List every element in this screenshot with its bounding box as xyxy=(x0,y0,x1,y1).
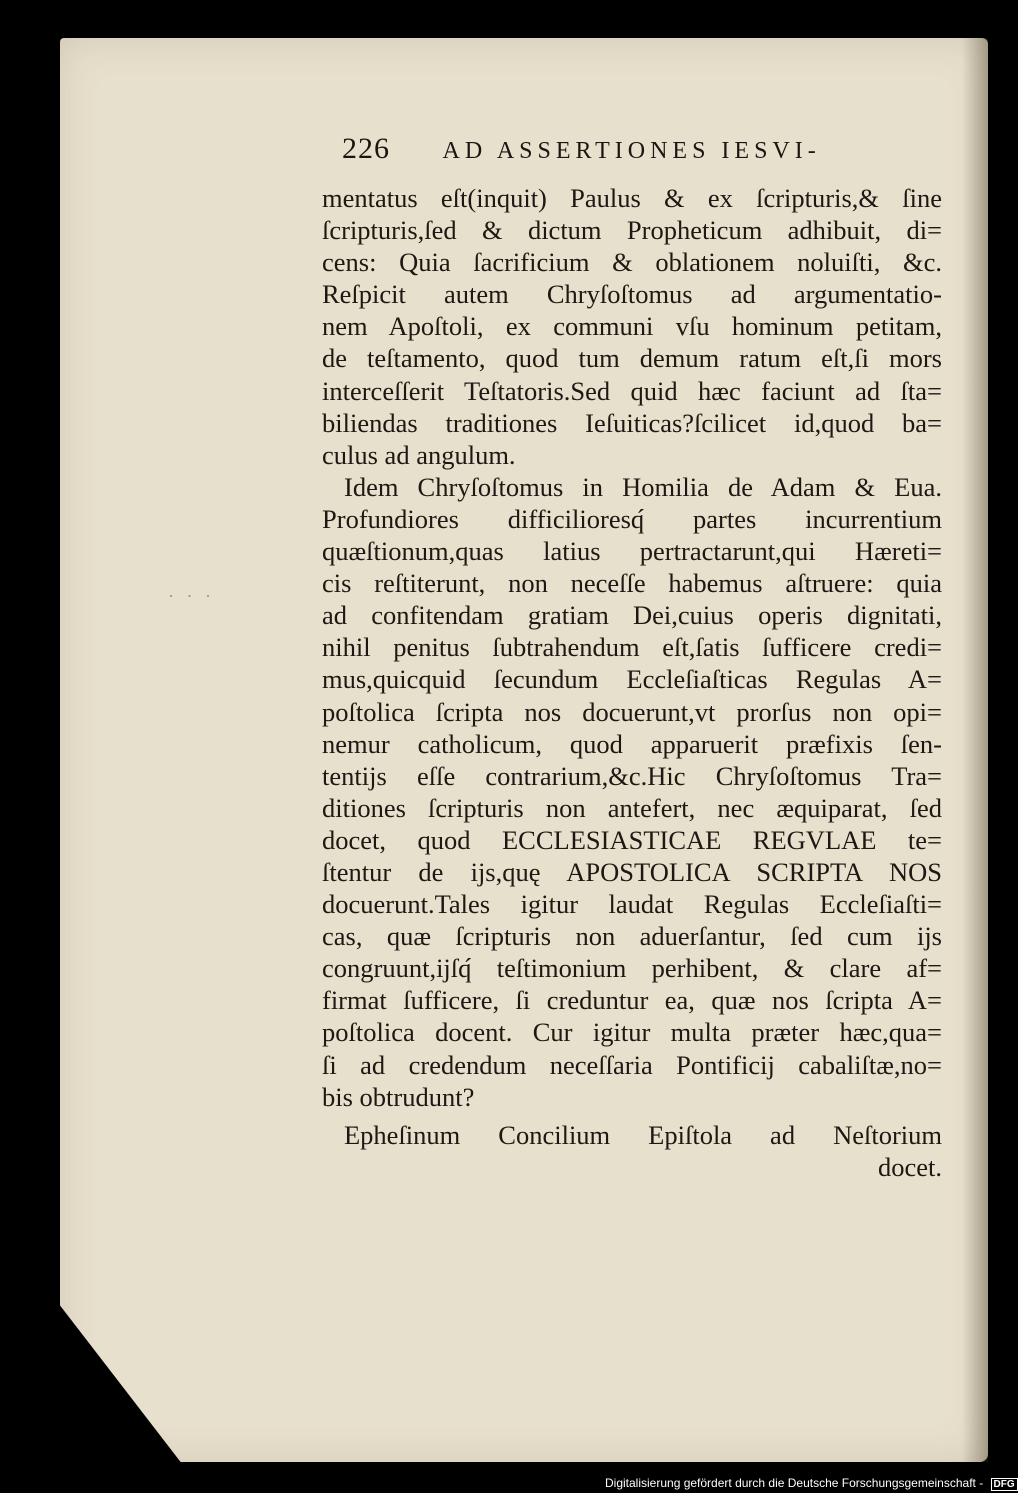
footer-text: Digitalisierung gefördert durch die Deutsche Forschungsgemeinschaft - xyxy=(605,1476,984,1490)
dfg-logo: DFG xyxy=(991,1478,1018,1491)
page-header xyxy=(342,132,942,166)
text-line: mentatus eſt(inquit) Paulus & ex ſcripturis,& ſine xyxy=(322,183,942,213)
margin-mark: · · · xyxy=(168,586,215,606)
text-line: tentijs eſſe contrarium,&c.Hic Chryſoſtomus Tra= xyxy=(322,760,942,791)
catchword: docet. xyxy=(877,1151,942,1182)
text-line: interceſſerit Teſtatoris.Sed quid hæc faciunt ad ſta= xyxy=(322,375,942,406)
text-line: cens: Quia ſacrificium & oblationem noluiſti, &c. xyxy=(322,247,942,278)
text-line: docet, quod ECCLESIASTICAE REGVLAE te= xyxy=(322,824,942,855)
body-text xyxy=(322,182,942,1183)
running-head: AD ASSERTIONES IESVI- xyxy=(442,138,821,164)
footer-credit xyxy=(605,1476,1018,1491)
text-line: mus,quicquid ſecundum Eccleſiaſticas Regulas A= xyxy=(322,664,942,695)
text-line: congruunt,ijſq́ teſtimonium perhibent, & clare af= xyxy=(322,953,942,984)
text-line: nihil penitus ſubtrahendum eſt,ſatis ſufficere credi= xyxy=(322,632,942,663)
text-line: nem Apoſtoli, ex communi vſu hominum petitam, xyxy=(322,311,942,342)
text-line: Epheſinum Concilium Epiſtola ad Neſtorium xyxy=(344,1119,942,1150)
text-line: culus ad angulum. xyxy=(322,439,516,470)
text-line: Reſpicit autem Chryſoſtomus ad argumentatio- xyxy=(322,279,942,310)
folded-corner xyxy=(60,1305,181,1462)
text-line: poſtolica docent. Cur igitur multa præter hæc,qua= xyxy=(322,1017,942,1048)
text-line: cas, quæ ſcripturis non aduerſantur, ſed cum ijs xyxy=(322,921,942,952)
text-line: ſi ad credendum neceſſaria Pontificij cabaliſtæ,no= xyxy=(322,1049,942,1080)
text-line: cis reſtiterunt, non neceſſe habemus aſtruere: quia xyxy=(322,568,942,599)
text-line: de teſtamento, quod tum demum ratum eſt,ſi mors xyxy=(322,343,942,374)
text-line: ſtentur de ijs,quę APOSTOLICA SCRIPTA NOS xyxy=(322,856,942,887)
text-line: ad confitendam gratiam Dei,cuius operis dignitati, xyxy=(322,600,942,631)
text-line: firmat ſufficere, ſi creduntur ea, quæ nos ſcripta A= xyxy=(322,985,942,1016)
text-line: biliendas traditiones Ieſuiticas?ſcilicet id,quod ba= xyxy=(322,407,942,438)
page-number: 226 xyxy=(342,132,390,165)
text-line: quæſtionum,quas latius pertractarunt,qui Hæreti= xyxy=(322,536,942,567)
text-line: ſcripturis,ſed & dictum Propheticum adhibuit, di= xyxy=(322,215,942,246)
text-line: nemur catholicum, quod apparuerit præfixis ſen- xyxy=(322,728,942,759)
text-line: docuerunt.Tales igitur laudat Regulas Eccleſiaſti= xyxy=(322,889,942,920)
text-line: ditiones ſcripturis non antefert, nec æquiparat, ſed xyxy=(322,792,942,823)
text-line: poſtolica ſcripta nos docuerunt,vt prorſus non opi= xyxy=(322,696,942,727)
text-line: Profundiores difficilioresq́ partes incurrentium xyxy=(322,503,942,534)
text-line: Idem Chryſoſtomus in Homilia de Adam & Eua. xyxy=(344,471,942,502)
page-spine-shadow xyxy=(962,38,988,1462)
text-line: bis obtrudunt? xyxy=(322,1081,475,1112)
